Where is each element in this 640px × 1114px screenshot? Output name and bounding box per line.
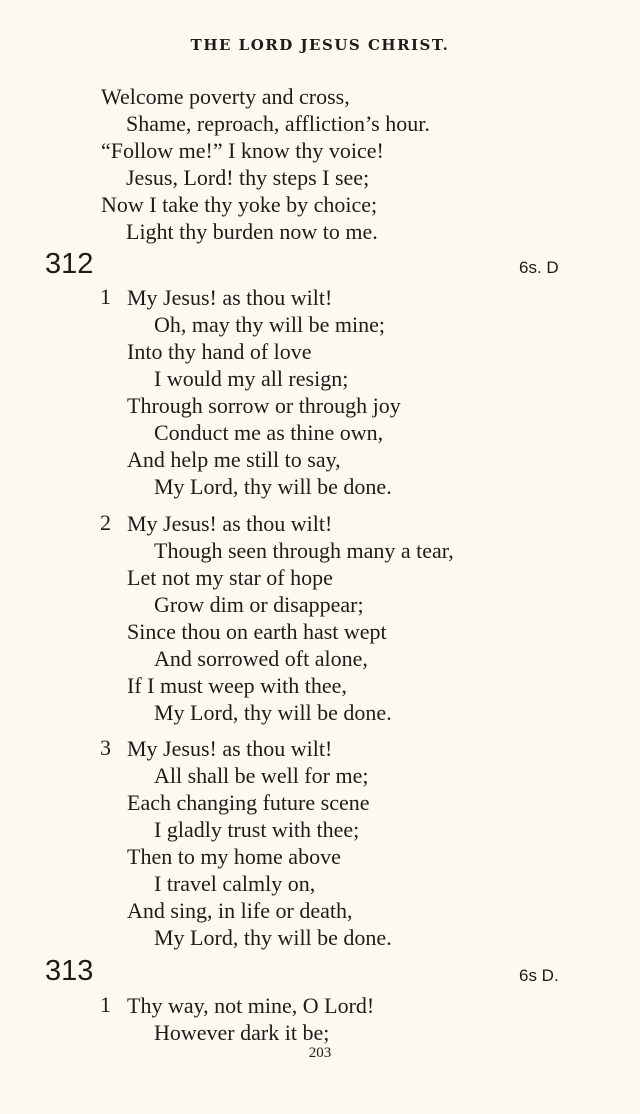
verse-line: My Jesus! as thou wilt! [127,285,333,310]
verse-line: And help me still to say, [127,447,341,472]
prev-hymn-line: Now I take thy yoke by choice; [101,192,378,217]
prev-hymn-line: Jesus, Lord! thy steps I see; [126,165,370,190]
verse-number: 3 [100,735,111,760]
verse-line: My Jesus! as thou wilt! [127,511,333,536]
verse-line: I gladly trust with thee; [154,817,360,842]
verse-line: Oh, may thy will be mine; [154,312,385,337]
verse-line: My Lord, thy will be done. [154,700,392,725]
hymn-number: 312 [45,248,94,280]
verse-line: Since thou on earth hast wept [127,619,387,644]
verse-line: Through sorrow or through joy [127,393,401,418]
running-head: THE LORD JESUS CHRIST. [190,36,450,54]
verse-line: My Lord, thy will be done. [154,925,392,950]
verse-line: Conduct me as thine own, [154,420,384,445]
verse-line: Grow dim or disappear; [154,592,364,617]
page-number: 203 [308,1045,332,1061]
verse-line: And sorrowed oft alone, [154,646,368,671]
prev-hymn-line: Welcome poverty and cross, [101,84,350,109]
verse-line: Each changing future scene [127,790,370,815]
verse-line: Let not my star of hope [127,565,333,590]
hymn-meter: 6s. D [519,258,559,277]
verse-line: I travel calmly on, [154,871,316,896]
hymn-number: 313 [45,955,94,987]
prev-hymn-line: “Follow me!” I know thy voice! [101,138,384,163]
verse-number: 1 [100,992,111,1017]
verse-line: Thy way, not mine, O Lord! [127,993,375,1018]
hymn-meter: 6s D. [519,966,559,985]
prev-hymn-line: Shame, reproach, affliction’s hour. [126,111,430,136]
verse-number: 1 [100,284,111,309]
verse-line: However dark it be; [154,1020,330,1045]
verse-line: Into thy hand of love [127,339,312,364]
prev-hymn-line: Light thy burden now to me. [126,219,378,244]
verse-number: 2 [100,510,111,535]
verse-line: My Lord, thy will be done. [154,474,392,499]
verse-line: If I must weep with thee, [127,673,347,698]
verse-line: Then to my home above [127,844,341,869]
verse-line: I would my all resign; [154,366,349,391]
verse-line: My Jesus! as thou wilt! [127,736,333,761]
verse-line: All shall be well for me; [154,763,369,788]
verse-line: And sing, in life or death, [127,898,353,923]
verse-line: Though seen through many a tear, [154,538,454,563]
